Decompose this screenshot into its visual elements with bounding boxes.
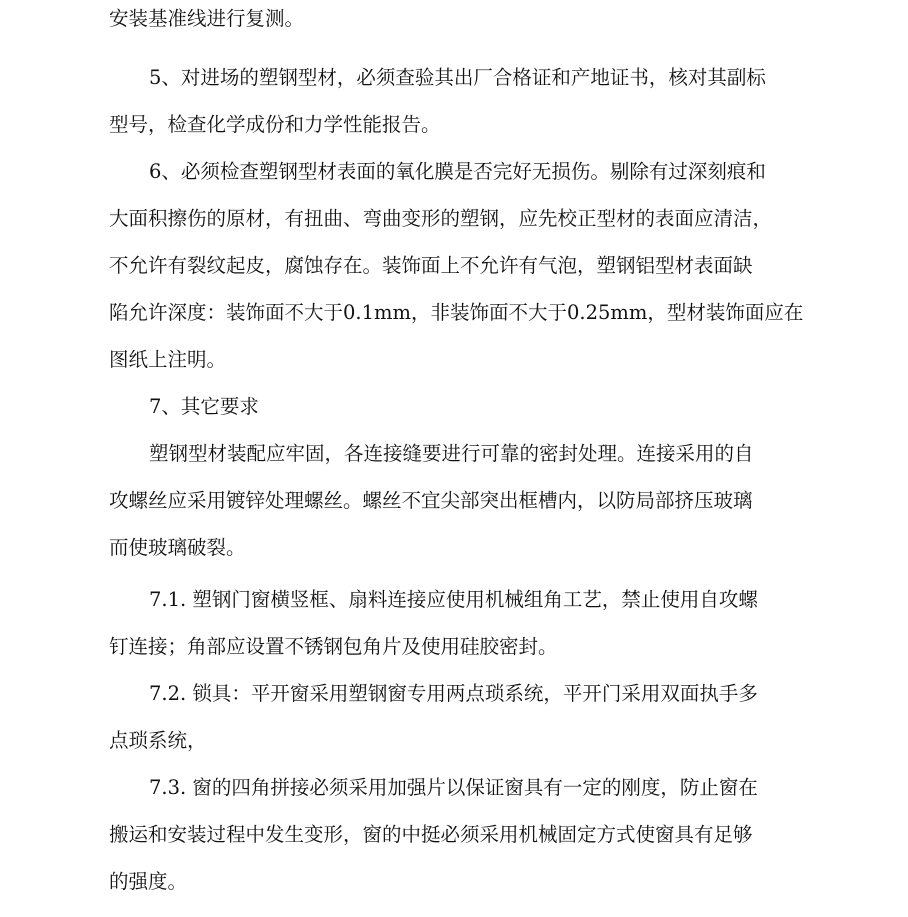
- text-line: 陷允许深度：装饰面不大于0.1mm，非装饰面不大于0.25mm，型材装饰面应在: [109, 301, 804, 324]
- text-line: 不允许有裂纹起皮，腐蚀存在。装饰面上不允许有气泡，塑钢铝型材表面缺: [109, 254, 753, 277]
- text-line: 7.2. 锁具：平开窗采用塑钢窗专用两点琐系统，平开门采用双面执手多: [149, 682, 758, 705]
- text-line: 钉连接；角部应设置不锈钢包角片及使用硅胶密封。: [109, 635, 558, 658]
- text-line: 点琐系统，: [109, 729, 207, 752]
- text-line: 塑钢型材装配应牢固，各连接缝要进行可靠的密封处理。连接采用的自: [149, 442, 754, 465]
- text-line: 而使玻璃破裂。: [109, 536, 246, 559]
- text-line: 安装基准线进行复测。: [109, 7, 305, 30]
- text-line: 的强度。: [109, 870, 188, 893]
- text-line: 型号，检查化学成份和力学性能报告。: [109, 113, 441, 136]
- text-line: 7.3. 窗的四角拼接必须采用加强片以保证窗具有一定的刚度，防止窗在: [149, 776, 758, 799]
- text-line: 搬运和安装过程中发生变形，窗的中挺必须采用机械固定方式使窗具有足够: [109, 823, 753, 846]
- text-line: 大面积擦伤的原材，有扭曲、弯曲变形的塑钢，应先校正型材的表面应清洁，: [109, 207, 773, 230]
- text-line: 图纸上注明。: [109, 348, 227, 371]
- text-line: 7.1. 塑钢门窗横竖框、扇料连接应使用机械组角工艺，禁止使用自攻螺: [149, 588, 758, 611]
- section-heading: 7、其它要求: [149, 395, 259, 418]
- text-line: 攻螺丝应采用镀锌处理螺丝。螺丝不宜尖部突出框槽内，以防局部挤压玻璃: [109, 489, 753, 512]
- text-line: 6、必须检查塑钢型材表面的氧化膜是否完好无损伤。剔除有过深刻痕和: [149, 160, 766, 183]
- text-line: 5、对进场的塑钢型材，必须查验其出厂合格证和产地证书，核对其副标: [149, 66, 766, 89]
